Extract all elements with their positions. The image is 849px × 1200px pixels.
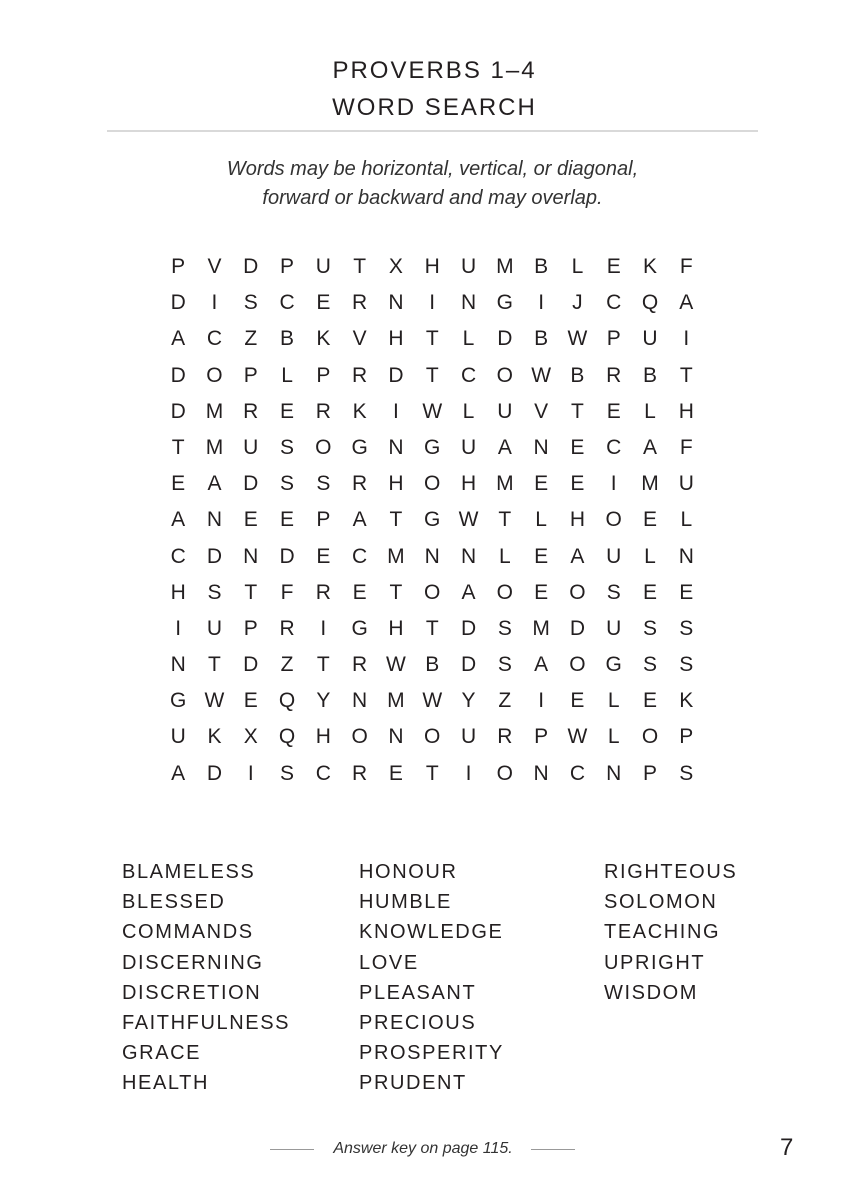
grid-letter: W bbox=[531, 363, 552, 387]
grid-letter: R bbox=[279, 616, 295, 640]
grid-letter: E bbox=[534, 580, 549, 604]
grid-letter: P bbox=[643, 761, 658, 785]
grid-letter: Y bbox=[316, 689, 331, 713]
word-list-item: BLESSED bbox=[122, 891, 226, 914]
word-list-item: RIGHTEOUS bbox=[604, 861, 738, 883]
grid-letter: R bbox=[315, 580, 331, 604]
grid-letter: A bbox=[570, 544, 585, 568]
grid-letter: P bbox=[243, 363, 258, 387]
grid-letter: D bbox=[243, 255, 259, 278]
grid-letter: P bbox=[316, 363, 331, 387]
grid-letter: A bbox=[497, 435, 512, 459]
grid-letter: H bbox=[388, 327, 404, 351]
grid-letter: N bbox=[460, 544, 477, 568]
title-divider bbox=[107, 130, 758, 132]
grid-letter: E bbox=[388, 761, 403, 785]
grid-letter: I bbox=[683, 327, 690, 351]
grid-letter: V bbox=[207, 255, 222, 278]
grid-letter: A bbox=[171, 761, 186, 785]
grid-letter: B bbox=[280, 327, 295, 351]
grid-letter: K bbox=[643, 255, 658, 278]
word-list-item: SOLOMON bbox=[604, 891, 718, 914]
word-list bbox=[0, 857, 849, 1097]
grid-letter: K bbox=[207, 725, 222, 749]
grid-letter: E bbox=[243, 508, 258, 532]
grid-letter: C bbox=[170, 544, 186, 568]
grid-letter: E bbox=[679, 580, 694, 604]
grid-letter: T bbox=[171, 435, 185, 459]
grid-letter: T bbox=[389, 580, 403, 604]
word-list-item: HONOUR bbox=[359, 861, 458, 883]
grid-letter: I bbox=[429, 291, 436, 315]
grid-letter: D bbox=[497, 327, 513, 351]
grid-letter: O bbox=[424, 472, 441, 496]
grid-letter: C bbox=[206, 327, 223, 351]
grid-letter: A bbox=[679, 291, 694, 315]
word-search-grid bbox=[160, 249, 704, 792]
grid-letter: U bbox=[460, 255, 477, 278]
grid-letter: A bbox=[643, 435, 658, 459]
grid-letter: F bbox=[679, 435, 693, 459]
grid-letter: I bbox=[393, 399, 399, 423]
grid-letter: U bbox=[460, 725, 477, 749]
grid-letter: B bbox=[643, 363, 658, 387]
grid-letter: Z bbox=[280, 653, 294, 677]
grid-letter: C bbox=[315, 761, 331, 785]
word-list-item: COMMANDS bbox=[122, 921, 254, 944]
grid-letter: D bbox=[170, 363, 186, 387]
grid-letter: V bbox=[534, 399, 549, 423]
grid-letter: G bbox=[424, 508, 441, 532]
grid-letter: T bbox=[389, 508, 403, 532]
grid-letter: S bbox=[497, 653, 512, 677]
grid-letter: D bbox=[206, 544, 223, 568]
grid-letter: I bbox=[247, 761, 254, 785]
grid-letter: R bbox=[352, 653, 368, 677]
grid-letter: X bbox=[243, 725, 258, 749]
grid-letter: H bbox=[424, 255, 440, 278]
word-list-item: HEALTH bbox=[122, 1072, 210, 1095]
grid-letter: F bbox=[679, 255, 693, 278]
grid-letter: I bbox=[175, 616, 182, 640]
grid-letter: O bbox=[424, 725, 441, 749]
grid-letter: M bbox=[387, 689, 405, 713]
word-list-item: HUMBLE bbox=[359, 891, 452, 914]
grid-letter: P bbox=[243, 616, 258, 640]
grid-letter: M bbox=[532, 616, 550, 640]
word-list-item: PRUDENT bbox=[359, 1072, 467, 1095]
grid-letter: E bbox=[280, 508, 295, 532]
footer-rule-left bbox=[270, 1149, 314, 1150]
grid-letter: A bbox=[534, 653, 549, 677]
grid-letter: E bbox=[643, 508, 658, 532]
grid-letter: L bbox=[644, 399, 656, 423]
page-title bbox=[0, 52, 849, 126]
grid-letter: S bbox=[497, 616, 512, 640]
grid-letter: N bbox=[206, 508, 223, 532]
grid-letter: U bbox=[170, 725, 186, 749]
grid-letter: S bbox=[207, 580, 222, 604]
grid-letter: E bbox=[534, 472, 549, 496]
grid-letter: T bbox=[316, 653, 330, 677]
grid-letter: E bbox=[570, 435, 585, 459]
grid-letter: D bbox=[460, 616, 477, 640]
grid-letter: K bbox=[316, 327, 331, 351]
word-list-item: GRACE bbox=[122, 1042, 202, 1065]
word-list-item: DISCERNING bbox=[122, 951, 264, 974]
grid-letter: U bbox=[315, 255, 331, 278]
grid-letter: N bbox=[388, 435, 404, 459]
grid-letter: S bbox=[679, 653, 694, 677]
grid-letter: D bbox=[569, 616, 585, 640]
grid-letter: A bbox=[171, 327, 186, 351]
grid-letter: X bbox=[388, 255, 403, 278]
grid-letter: B bbox=[534, 255, 549, 278]
grid-letter: L bbox=[498, 544, 511, 568]
grid-letter: K bbox=[679, 689, 694, 713]
grid-letter: M bbox=[387, 544, 405, 568]
grid-letter: I bbox=[538, 689, 545, 713]
grid-letter: T bbox=[425, 616, 439, 640]
grid-letter: W bbox=[204, 689, 225, 713]
grid-letter: O bbox=[605, 508, 622, 532]
grid-letter: O bbox=[569, 653, 586, 677]
grid-letter: L bbox=[462, 327, 475, 351]
grid-letter: O bbox=[496, 761, 513, 785]
grid-letter: H bbox=[315, 725, 331, 749]
grid-letter: C bbox=[460, 363, 477, 387]
grid-letter: O bbox=[351, 725, 368, 749]
grid-letter: U bbox=[206, 616, 223, 640]
grid-letter: E bbox=[352, 580, 367, 604]
grid-letter: E bbox=[171, 472, 186, 496]
grid-letter: A bbox=[171, 508, 186, 532]
grid-letter: V bbox=[352, 327, 367, 351]
grid-letter: Y bbox=[461, 689, 476, 713]
grid-letter: F bbox=[280, 580, 294, 604]
grid-letter: G bbox=[605, 653, 622, 677]
grid-letter: T bbox=[353, 255, 367, 278]
grid-letter: P bbox=[171, 255, 186, 278]
grid-letter: E bbox=[570, 472, 585, 496]
grid-letter: M bbox=[205, 399, 224, 423]
grid-letter: N bbox=[243, 544, 259, 568]
grid-letter: Z bbox=[244, 327, 258, 351]
grid-letter: T bbox=[208, 653, 221, 677]
grid-letter: T bbox=[571, 399, 584, 423]
grid-letter: P bbox=[679, 725, 694, 749]
grid-letter: L bbox=[680, 508, 693, 532]
grid-letter: J bbox=[572, 291, 583, 315]
word-list-item: PLEASANT bbox=[359, 981, 477, 1004]
grid-letter: C bbox=[606, 435, 622, 459]
grid-letter: S bbox=[280, 761, 295, 785]
grid-letter: W bbox=[422, 399, 443, 423]
grid-letter: P bbox=[606, 327, 621, 351]
grid-letter: M bbox=[496, 255, 514, 278]
grid-letter: S bbox=[643, 616, 658, 640]
footer-rule-right bbox=[531, 1149, 575, 1150]
grid-letter: E bbox=[316, 544, 331, 568]
grid-letter: E bbox=[280, 399, 295, 423]
word-list-column-2 bbox=[359, 857, 504, 1099]
grid-letter: A bbox=[352, 508, 367, 532]
grid-letter: G bbox=[169, 689, 187, 713]
grid-letter: H bbox=[388, 616, 404, 640]
word-list-item: PRECIOUS bbox=[359, 1012, 477, 1035]
grid-letter: T bbox=[425, 761, 439, 785]
grid-letter: B bbox=[570, 363, 585, 387]
grid-letter: E bbox=[570, 689, 585, 713]
grid-letter: H bbox=[170, 580, 186, 604]
grid-letter: U bbox=[497, 399, 513, 423]
grid-letter: G bbox=[424, 435, 441, 459]
title-line-2: WORD SEARCH bbox=[332, 94, 537, 121]
grid-letter: Q bbox=[278, 725, 296, 749]
grid-letter: N bbox=[388, 725, 404, 749]
grid-letter: N bbox=[170, 653, 186, 677]
grid-letter: U bbox=[642, 327, 658, 351]
instructions-line-2: forward or backward and may overlap. bbox=[262, 187, 603, 209]
word-list-column-1 bbox=[122, 857, 290, 1099]
grid-letter: W bbox=[567, 725, 588, 749]
grid-letter: D bbox=[460, 653, 477, 677]
grid-letter: W bbox=[458, 508, 479, 532]
grid-letter: O bbox=[424, 580, 441, 604]
grid-letter: S bbox=[316, 472, 331, 496]
grid-letter: K bbox=[352, 399, 367, 423]
grid-letter: I bbox=[610, 472, 617, 496]
grid-letter: E bbox=[316, 291, 331, 315]
grid-letter: N bbox=[533, 761, 549, 785]
word-list-item: KNOWLEDGE bbox=[359, 921, 504, 944]
word-list-column-3 bbox=[604, 857, 737, 1008]
grid-letter: B bbox=[425, 653, 440, 677]
grid-letter: S bbox=[280, 472, 295, 496]
grid-letter: D bbox=[170, 399, 186, 423]
grid-letter: S bbox=[606, 580, 621, 604]
word-list-item: FAITHFULNESS bbox=[122, 1012, 291, 1035]
grid-letter: W bbox=[567, 327, 588, 351]
grid-letter: D bbox=[243, 472, 259, 496]
grid-letter: N bbox=[352, 689, 368, 713]
grid-letter: S bbox=[280, 435, 295, 459]
grid-letter: L bbox=[607, 725, 620, 749]
footer bbox=[0, 1138, 849, 1162]
grid-letter: R bbox=[352, 291, 368, 315]
grid-letter: I bbox=[320, 616, 327, 640]
grid-letter: L bbox=[607, 689, 620, 713]
word-list-item: PROSPERITY bbox=[359, 1042, 504, 1065]
grid-letter: N bbox=[533, 435, 549, 459]
grid-letter: C bbox=[352, 544, 368, 568]
grid-letter: N bbox=[424, 544, 440, 568]
grid-letter: W bbox=[422, 689, 443, 713]
grid-letter: G bbox=[351, 616, 368, 640]
grid-letter: D bbox=[388, 363, 404, 387]
grid-letter: E bbox=[606, 255, 621, 278]
word-list-item: BLAMELESS bbox=[122, 861, 256, 883]
grid-letter: P bbox=[534, 725, 549, 749]
word-list-item: TEACHING bbox=[604, 921, 721, 944]
grid-letter: P bbox=[316, 508, 331, 532]
grid-letter: W bbox=[386, 653, 406, 677]
grid-letter: R bbox=[315, 399, 331, 423]
grid-letter: D bbox=[170, 291, 186, 315]
grid-letter: U bbox=[243, 435, 259, 459]
grid-letter: I bbox=[538, 291, 545, 315]
grid-letter: O bbox=[496, 363, 513, 387]
grid-letter: H bbox=[460, 472, 477, 496]
grid-letter: Z bbox=[498, 689, 512, 713]
grid-letter: S bbox=[679, 761, 694, 785]
grid-letter: C bbox=[279, 291, 295, 315]
word-list-item: UPRIGHT bbox=[604, 951, 706, 974]
grid-letter: U bbox=[606, 616, 622, 640]
grid-letter: H bbox=[678, 399, 694, 423]
grid-letter: L bbox=[535, 508, 547, 532]
instructions bbox=[0, 155, 849, 213]
grid-letter: S bbox=[643, 653, 658, 677]
grid-letter: N bbox=[388, 291, 404, 315]
grid-letter: O bbox=[641, 725, 659, 749]
grid-letter: L bbox=[462, 399, 475, 423]
grid-letter: H bbox=[388, 472, 404, 496]
grid-letter: H bbox=[569, 508, 585, 532]
grid-letter: N bbox=[460, 291, 477, 315]
word-list-item: WISDOM bbox=[604, 981, 699, 1004]
grid-letter: U bbox=[678, 472, 694, 496]
grid-letter: A bbox=[207, 472, 222, 496]
grid-letter: T bbox=[425, 327, 439, 351]
grid-letter: I bbox=[211, 291, 218, 315]
grid-letter: D bbox=[206, 761, 223, 785]
grid-letter: I bbox=[465, 761, 472, 785]
grid-letter: E bbox=[643, 689, 658, 713]
grid-letter: E bbox=[643, 580, 658, 604]
grid-letter: S bbox=[243, 291, 258, 315]
grid-letter: R bbox=[352, 761, 368, 785]
grid-letter: O bbox=[496, 580, 513, 604]
grid-letter: R bbox=[243, 399, 259, 423]
grid-letter: T bbox=[498, 508, 512, 532]
grid-letter: L bbox=[281, 363, 293, 387]
grid-letter: O bbox=[315, 435, 332, 459]
grid-letter: Q bbox=[278, 689, 296, 713]
grid-letter: B bbox=[534, 327, 549, 351]
title-line-1: PROVERBS 1–4 bbox=[332, 57, 537, 84]
grid-letter: P bbox=[280, 255, 295, 278]
grid-letter: U bbox=[606, 544, 622, 568]
grid-letter: E bbox=[534, 544, 549, 568]
grid-letter: O bbox=[206, 363, 223, 387]
grid-letter: N bbox=[606, 761, 622, 785]
grid-letter: M bbox=[205, 435, 224, 459]
grid-letter: L bbox=[571, 255, 584, 278]
grid-letter: R bbox=[352, 363, 368, 387]
page-number: 7 bbox=[780, 1134, 794, 1161]
grid-letter: R bbox=[606, 363, 622, 387]
grid-letter: T bbox=[425, 363, 439, 387]
grid-letter: C bbox=[569, 761, 585, 785]
grid-letter: L bbox=[644, 544, 656, 568]
grid-letter: D bbox=[243, 653, 259, 677]
grid-letter: G bbox=[351, 435, 368, 459]
answer-key-note: Answer key on page 115. bbox=[333, 1140, 513, 1157]
grid-letter: T bbox=[679, 363, 693, 387]
grid-letter: E bbox=[243, 689, 258, 713]
grid-letter: C bbox=[606, 291, 622, 315]
grid-letter: S bbox=[679, 616, 694, 640]
grid-letter: R bbox=[352, 472, 368, 496]
grid-letter: N bbox=[678, 544, 694, 568]
grid-letter: Q bbox=[641, 291, 659, 315]
grid-letter: T bbox=[244, 580, 258, 604]
grid-letter: O bbox=[569, 580, 586, 604]
grid-letter: R bbox=[497, 725, 513, 749]
word-list-item: DISCRETION bbox=[122, 981, 262, 1004]
grid-letter: A bbox=[461, 580, 476, 604]
grid-letter: M bbox=[496, 472, 514, 496]
grid-letter: E bbox=[606, 399, 621, 423]
word-list-item: LOVE bbox=[359, 951, 419, 974]
grid-letter: G bbox=[496, 291, 513, 315]
grid-letter: D bbox=[279, 544, 295, 568]
grid-letter: U bbox=[460, 435, 477, 459]
grid-letter: M bbox=[641, 472, 659, 496]
instructions-line-1: Words may be horizontal, vertical, or diagonal, bbox=[226, 158, 639, 180]
